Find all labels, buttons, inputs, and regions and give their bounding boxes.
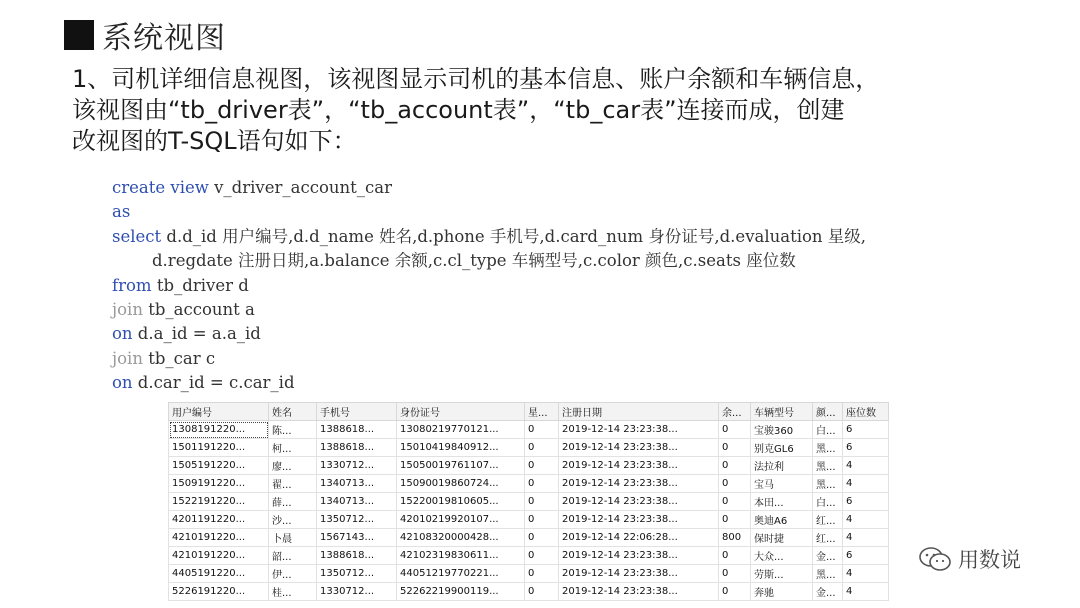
keyword: as: [112, 202, 131, 222]
code-line-6: [112, 298, 866, 322]
table-cell[interactable]: 1330712...: [317, 457, 397, 475]
code-text: v_driver_account_car: [208, 178, 392, 197]
title-text: 系统视图: [102, 21, 226, 56]
table-cell[interactable]: 法拉利: [751, 457, 813, 475]
table-row[interactable]: [169, 421, 889, 439]
table-cell[interactable]: 桂...: [269, 583, 317, 601]
table-cell[interactable]: 黑...: [813, 475, 843, 493]
table-cell[interactable]: 2019-12-14 23:23:38...: [559, 457, 719, 475]
table-cell[interactable]: 奥迪A6: [751, 511, 813, 529]
table-cell[interactable]: 2019-12-14 23:23:38...: [559, 565, 719, 583]
table-cell[interactable]: 4: [843, 475, 889, 493]
table-cell[interactable]: 15050019761107...: [397, 457, 525, 475]
table-cell[interactable]: 0: [525, 583, 559, 601]
table-row[interactable]: [169, 493, 889, 511]
table-cell[interactable]: 0: [719, 583, 751, 601]
table-cell[interactable]: 薛...: [269, 493, 317, 511]
table-cell[interactable]: 2019-12-14 23:23:38...: [559, 475, 719, 493]
table-cell[interactable]: 1350712...: [317, 511, 397, 529]
code-text: d.d_id 用户编号,d.d_name 姓名,d.phone 手机号,d.card_num 身份证号,d.evaluation 星级,: [161, 226, 867, 246]
table-row[interactable]: [169, 583, 889, 601]
table-cell[interactable]: 1522191220...: [169, 493, 269, 511]
code-text: tb_driver d: [151, 275, 249, 295]
table-cell[interactable]: 1509191220...: [169, 475, 269, 493]
table-cell[interactable]: 4201191220...: [169, 511, 269, 529]
title-marker: [64, 20, 94, 50]
column-header[interactable]: 车辆型号: [751, 403, 813, 421]
table-cell[interactable]: 44051219770221...: [397, 565, 525, 583]
table-cell[interactable]: 黑...: [813, 439, 843, 457]
keyword: on: [112, 373, 133, 393]
table-row[interactable]: [169, 547, 889, 565]
table-cell[interactable]: 4: [843, 457, 889, 475]
description-line-1: 1、司机详细信息视图，该视图显示司机的基本信息、账户余额和车辆信息，: [72, 65, 880, 93]
table-cell[interactable]: 2019-12-14 23:23:38...: [559, 547, 719, 565]
table-cell[interactable]: 红...: [813, 529, 843, 547]
column-header[interactable]: 座位数: [843, 403, 889, 421]
table-cell[interactable]: 翟...: [269, 475, 317, 493]
code-line-2: [112, 200, 866, 224]
table-cell[interactable]: 52262219900119...: [397, 583, 525, 601]
code-text: d.regdate 注册日期,a.balance 余额,c.cl_type 车辆型号,c.color 颜色,c.seats 座位数: [152, 251, 796, 271]
code-line-7: [112, 322, 866, 346]
table-cell[interactable]: 1330712...: [317, 583, 397, 601]
table-cell[interactable]: 1340713...: [317, 475, 397, 493]
code-line-4: [112, 249, 866, 273]
column-header[interactable]: 姓名: [269, 403, 317, 421]
description-line-2: 该视图由“tb_driver表”，“tb_account表”，“tb_car表”连接而成，创建: [72, 96, 845, 124]
sql-code-block: [112, 176, 866, 396]
watermark-text: 用数说: [958, 548, 1021, 572]
table-cell[interactable]: 42010219920107...: [397, 511, 525, 529]
table-cell[interactable]: 卜晨: [269, 529, 317, 547]
watermark: [918, 544, 1021, 574]
column-header[interactable]: 身份证号: [397, 403, 525, 421]
column-header[interactable]: 星...: [525, 403, 559, 421]
table-cell[interactable]: 2019-12-14 23:23:38...: [559, 583, 719, 601]
results-grid: [168, 402, 889, 601]
column-header[interactable]: 注册日期: [559, 403, 719, 421]
table-cell[interactable]: 2019-12-14 23:23:38...: [559, 421, 719, 439]
table-cell[interactable]: 0: [525, 529, 559, 547]
keyword: join: [112, 348, 143, 368]
table-cell[interactable]: 4210191220...: [169, 547, 269, 565]
code-line-1: [112, 176, 866, 200]
table-cell[interactable]: 0: [719, 547, 751, 565]
table-row[interactable]: [169, 565, 889, 583]
table-cell[interactable]: 800: [719, 529, 751, 547]
code-text: tb_account a: [142, 300, 255, 320]
table-cell[interactable]: 15010419840912...: [397, 439, 525, 457]
table-cell[interactable]: 金...: [813, 583, 843, 601]
column-header[interactable]: 手机号: [317, 403, 397, 421]
table-cell[interactable]: 15090019860724...: [397, 475, 525, 493]
table-cell[interactable]: 0: [525, 439, 559, 457]
table-cell[interactable]: 1388618...: [317, 439, 397, 457]
table-cell[interactable]: 本田...: [751, 493, 813, 511]
table-cell[interactable]: 0: [525, 511, 559, 529]
table-cell[interactable]: 1567143...: [317, 529, 397, 547]
table-cell[interactable]: 白...: [813, 493, 843, 511]
table-cell[interactable]: 6: [843, 493, 889, 511]
code-line-8: [112, 347, 866, 371]
table-cell[interactable]: 韶...: [269, 547, 317, 565]
table-cell[interactable]: 0: [719, 493, 751, 511]
table-cell[interactable]: 宝骏360: [751, 421, 813, 439]
table-cell[interactable]: 大众...: [751, 547, 813, 565]
table-cell[interactable]: 15220019810605...: [397, 493, 525, 511]
slide-title: [64, 13, 226, 57]
table-cell[interactable]: 黑...: [813, 457, 843, 475]
table-cell[interactable]: 2019-12-14 23:23:38...: [559, 439, 719, 457]
table-cell[interactable]: 0: [719, 475, 751, 493]
table-row[interactable]: [169, 439, 889, 457]
table-cell[interactable]: 保时捷: [751, 529, 813, 547]
table-cell[interactable]: 1501191220...: [169, 439, 269, 457]
table-cell[interactable]: 0: [719, 421, 751, 439]
table-cell[interactable]: 奔驰: [751, 583, 813, 601]
table-cell[interactable]: 13080219770121...: [397, 421, 525, 439]
table-cell[interactable]: 沙...: [269, 511, 317, 529]
table-cell[interactable]: 4405191220...: [169, 565, 269, 583]
table-cell[interactable]: 金...: [813, 547, 843, 565]
table-row[interactable]: [169, 475, 889, 493]
table-cell[interactable]: 0: [525, 565, 559, 583]
table-cell[interactable]: 4: [843, 529, 889, 547]
table-cell[interactable]: 4: [843, 565, 889, 583]
code-line-3: [112, 225, 866, 249]
table-cell[interactable]: 1505191220...: [169, 457, 269, 475]
column-header[interactable]: 颜...: [813, 403, 843, 421]
keyword: create view: [112, 178, 209, 197]
keyword: from: [112, 275, 152, 295]
table-cell[interactable]: 6: [843, 421, 889, 439]
table-cell[interactable]: 5226191220...: [169, 583, 269, 601]
table-cell[interactable]: 4210191220...: [169, 529, 269, 547]
description-line-3: 改视图的T-SQL语句如下：: [72, 127, 357, 155]
code-text: d.a_id = a.a_id: [132, 324, 261, 344]
code-text: d.car_id = c.car_id: [132, 373, 295, 393]
table-cell[interactable]: 0: [525, 475, 559, 493]
table-cell[interactable]: 4: [843, 583, 889, 601]
keyword: select: [112, 226, 162, 246]
table-cell[interactable]: 0: [525, 421, 559, 439]
table-row[interactable]: [169, 529, 889, 547]
description-paragraph: [72, 64, 1032, 157]
column-header[interactable]: 余...: [719, 403, 751, 421]
keyword: on: [112, 324, 133, 344]
keyword: join: [112, 300, 143, 320]
column-header[interactable]: 用户编号: [169, 403, 269, 421]
table-cell[interactable]: 宝马: [751, 475, 813, 493]
table-row[interactable]: [169, 511, 889, 529]
code-line-5: [112, 274, 866, 298]
table-cell[interactable]: 陈...: [269, 421, 317, 439]
code-line-9: [112, 371, 866, 395]
table-cell[interactable]: 0: [525, 457, 559, 475]
table-cell[interactable]: 0: [719, 511, 751, 529]
wechat-icon: [918, 546, 952, 572]
table-cell[interactable]: 0: [719, 457, 751, 475]
table-cell[interactable]: 别克GL6: [751, 439, 813, 457]
table-cell[interactable]: 6: [843, 439, 889, 457]
table-cell[interactable]: 柯...: [269, 439, 317, 457]
table-cell[interactable]: 42108320000428...: [397, 529, 525, 547]
table-cell[interactable]: 6: [843, 547, 889, 565]
table-cell[interactable]: 4: [843, 511, 889, 529]
table-cell[interactable]: 1308191220...: [169, 421, 269, 439]
table-cell[interactable]: 1388618...: [317, 421, 397, 439]
table-cell[interactable]: 2019-12-14 22:06:28...: [559, 529, 719, 547]
table-cell[interactable]: 42102319830611...: [397, 547, 525, 565]
table-cell[interactable]: 1388618...: [317, 547, 397, 565]
table-cell[interactable]: 1350712...: [317, 565, 397, 583]
table-cell[interactable]: 廖...: [269, 457, 317, 475]
table-cell[interactable]: 0: [525, 547, 559, 565]
code-text: tb_car c: [142, 348, 216, 368]
table-cell[interactable]: 伊...: [269, 565, 317, 583]
table-cell[interactable]: 2019-12-14 23:23:38...: [559, 493, 719, 511]
table-row[interactable]: [169, 457, 889, 475]
table-cell[interactable]: 2019-12-14 23:23:38...: [559, 511, 719, 529]
table-cell[interactable]: 黑...: [813, 565, 843, 583]
table-cell[interactable]: 0: [719, 439, 751, 457]
table-cell[interactable]: 白...: [813, 421, 843, 439]
table-cell[interactable]: 1340713...: [317, 493, 397, 511]
results-header-row: [169, 403, 889, 421]
table-cell[interactable]: 劳斯...: [751, 565, 813, 583]
table-cell[interactable]: 0: [719, 565, 751, 583]
table-cell[interactable]: 红...: [813, 511, 843, 529]
table-cell[interactable]: 0: [525, 493, 559, 511]
